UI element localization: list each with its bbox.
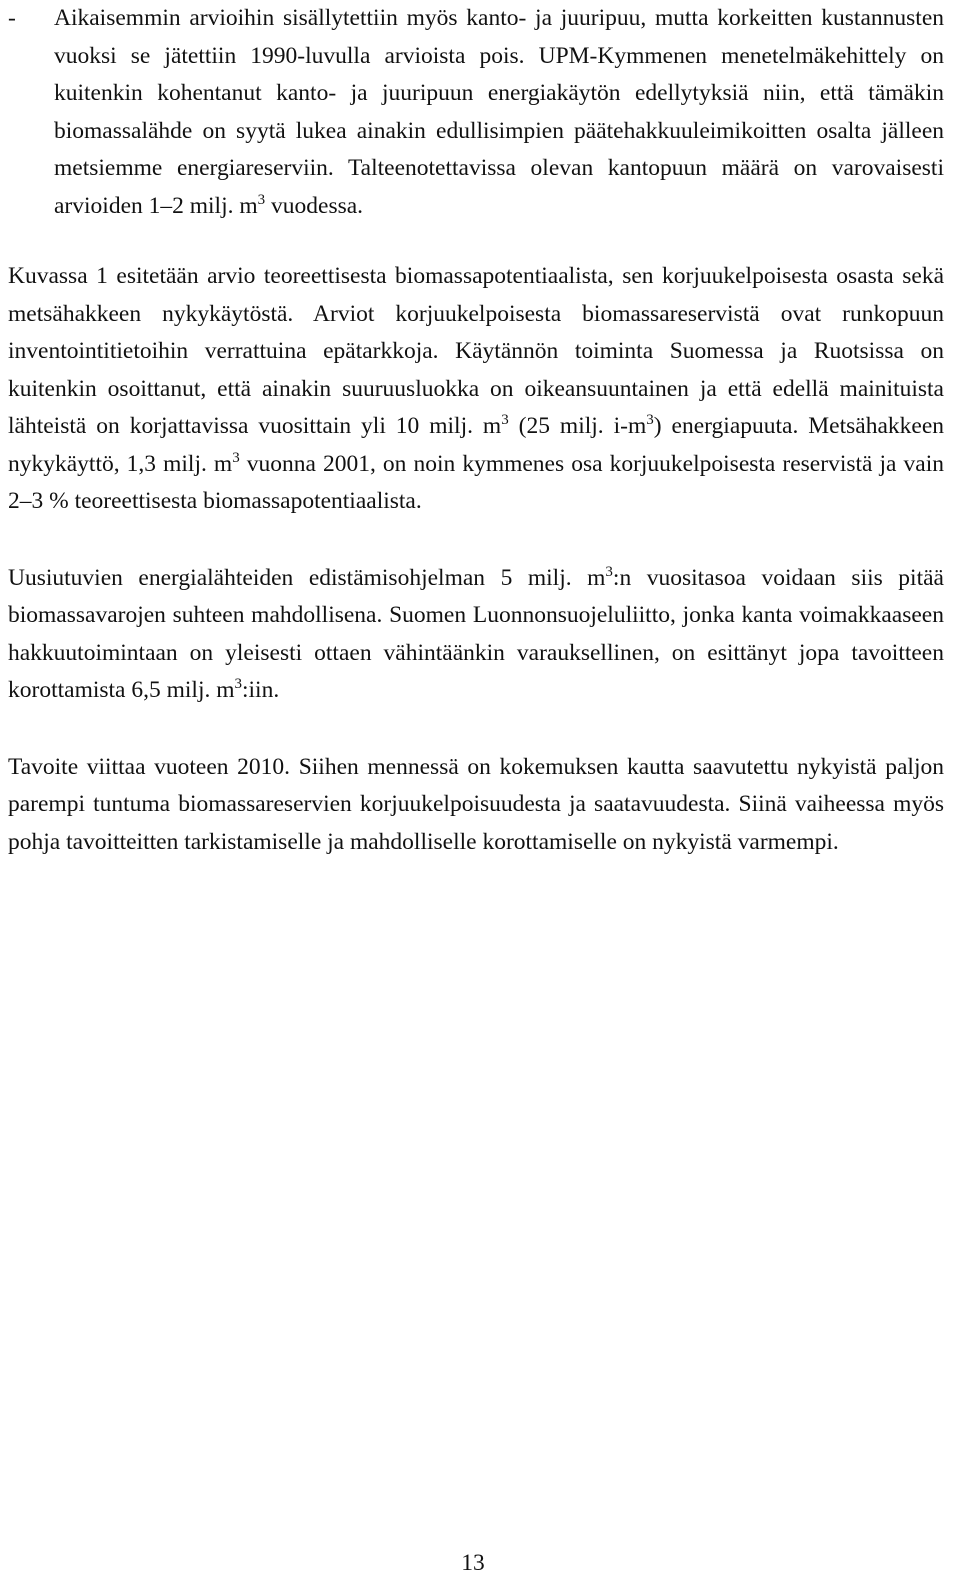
paragraph-text: (25 milj. i-m: [508, 413, 647, 439]
paragraph-biomass-potential: [8, 258, 944, 521]
superscript: 3: [257, 191, 266, 208]
bullet-mark: -: [8, 5, 16, 31]
bullet-text-tail: vuodessa.: [265, 192, 364, 219]
bullet-paragraph: [8, 0, 944, 225]
superscript: 3: [234, 676, 242, 692]
page-number: 13: [461, 1550, 485, 1576]
paragraph-text: :n vuositasoa voidaan siis pitää biomassavarojen suhteen mahdollisena. Suomen Luonnonsuojeluliitto, jonka kanta voimakkaaseen hakkuutoimintaan on yleisesti ottaen vähintäänkin varauksellinen, on esittänyt jopa tavoitteen korottamista 6,5 milj. m: [8, 564, 944, 703]
paragraph-text: Kuvassa 1 esitetään arvio teoreettisesta biomassapotentiaalista, sen korjuukelpoisesta osasta sekä metsähakkeen nykykäytöstä. Arviot korjuukelpoisesta biomassareservistä ovat runkopuun inventointitietoihin verrattuina epätarkkoja. Käytännön toiminta Suomessa ja Ruotsissa on kuitenkin osoittanut, että ainakin suuruusluokka on oikeansuuntainen ja että edellä mainituista lähteistä on korjattavissa vuosittain yli 10 milj. m: [8, 263, 944, 439]
paragraph-target-2010: [8, 749, 944, 862]
superscript: 3: [646, 412, 654, 428]
paragraph-text: Tavoite viittaa vuoteen 2010. Siihen mennessä on kokemuksen kautta saavutettu nykyistä paljon parempi tuntuma biomassareservien korjuukelpoisuudesta ja saatavuudesta. Siinä vaiheessa myös pohja tavoitteitten tarkistamiselle ja mahdolliselle korottamiselle on nykyistä varmempi.: [8, 753, 944, 855]
document-page: [8, 0, 944, 861]
superscript: 3: [232, 449, 240, 466]
paragraph-text: ) energiapuuta. Metsähakkeen nykykäyttö, 1,3 milj. m: [8, 413, 945, 477]
paragraph-text: :iin.: [242, 677, 280, 703]
paragraph-program-target: [8, 560, 944, 710]
superscript: 3: [605, 563, 613, 580]
superscript: 3: [501, 412, 509, 428]
bullet-text: Aikaisemmin arvioihin sisällytettiin myös kanto- ja juuripuu, mutta korkeitten kustannusten vuoksi se jätettiin 1990-luvulla arvioista pois. UPM-Kymmenen menetelmäkehittely on kuitenkin kohentanut kanto- ja juuripuun energiakäytön edellytyksiä niin, että tämäkin biomassalähde on syytä lukea ainakin edullisimpien päätehakkuuleimikoitten osalta jälleen metsiemme energiareserviin. Talteenotettavissa olevan kantopuun määrä on varovaisesti arvioiden 1–2 milj. m: [54, 5, 944, 219]
paragraph-text: Uusiutuvien energialähteiden edistämisohjelman 5 milj. m: [8, 564, 606, 591]
paragraph-text: vuonna 2001, on noin kymmenes osa korjuukelpoisesta reservistä ja vain 2–3 % teoreettisesta biomassapotentiaalista.: [8, 450, 944, 514]
